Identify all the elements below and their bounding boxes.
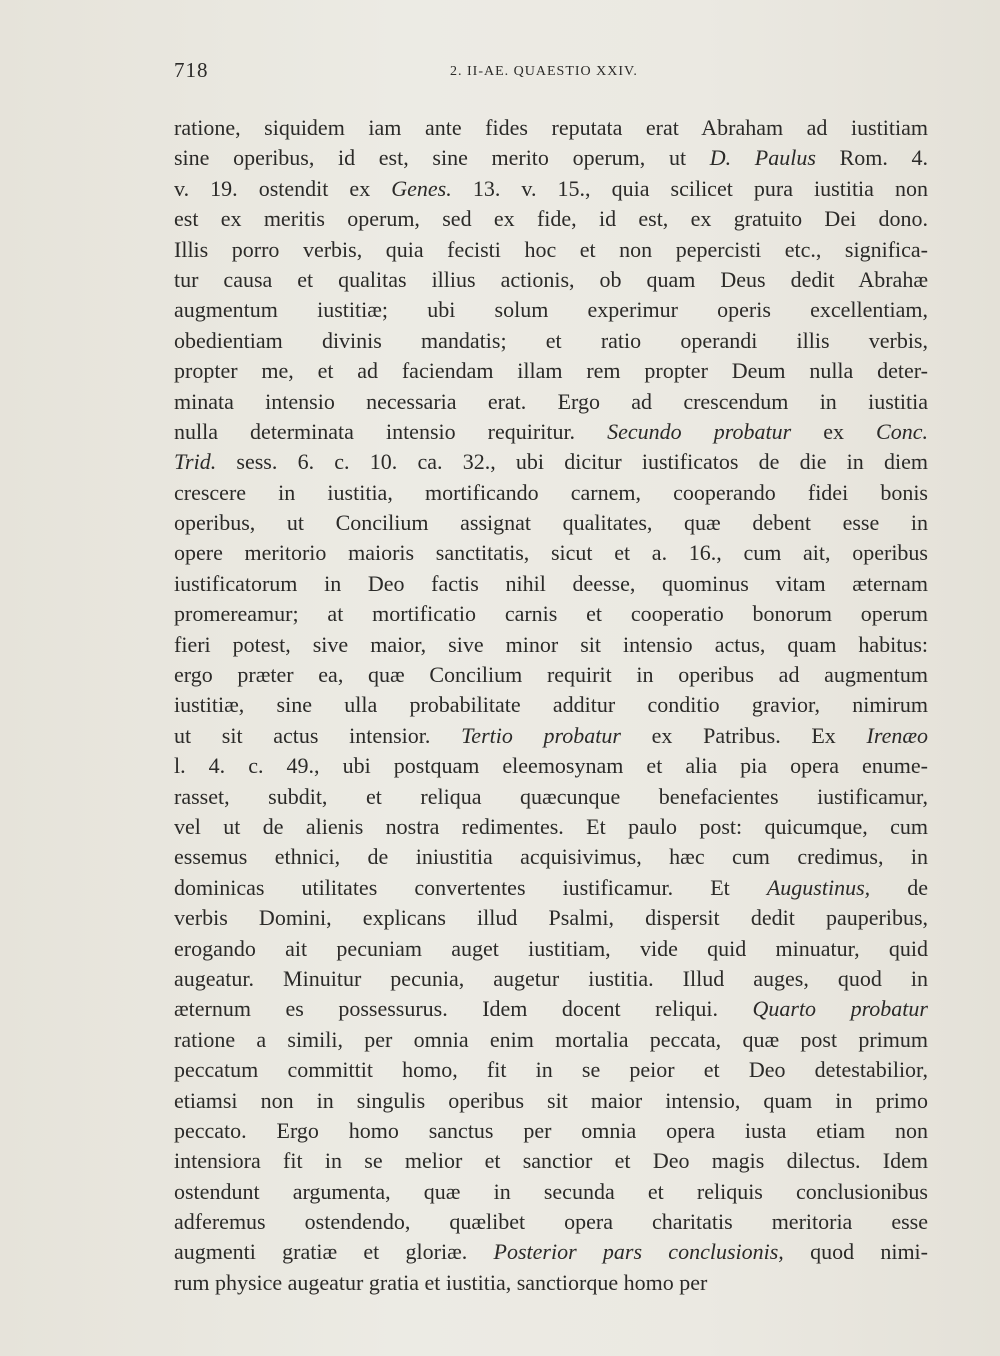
text-line: [174, 356, 928, 386]
italic-citation: Irenæo: [866, 722, 929, 748]
text-segment: v. 19. ostendit ex: [174, 175, 392, 201]
text-segment: opere meritorio maioris sanctitatis, sicut et a. 16., cum ait, operibus: [174, 540, 928, 566]
text-line: [174, 538, 928, 568]
text-line: [174, 143, 928, 173]
text-segment: rum physice augeatur gratia et iustitia, sanctiorque homo per: [174, 1269, 708, 1295]
text-segment: augmenti gratiæ et gloriæ.: [174, 1239, 494, 1265]
text-segment: operibus, ut Concilium assignat qualitates, quæ debent esse in: [174, 510, 928, 536]
text-line: [174, 690, 928, 720]
text-segment: crescere in iustitia, mortificando carnem, cooperando fidei bonis: [174, 479, 928, 505]
text-line: [174, 417, 928, 447]
text-segment: augeatur. Minuitur pecunia, augetur iustitia. Illud auges, quod in: [174, 965, 928, 991]
text-segment: peccato. Ergo homo sanctus per omnia opera iusta etiam non: [174, 1117, 928, 1143]
text-segment: est ex meritis operum, sed ex fide, id est, ex gratuito Dei dono.: [174, 206, 928, 232]
text-line: [174, 1025, 928, 1055]
text-line: [174, 569, 928, 599]
text-line: [174, 113, 928, 143]
text-segment: verbis Domini, explicans illud Psalmi, dispersit dedit pauperibus,: [174, 905, 928, 931]
text-line: [174, 1268, 928, 1298]
text-segment: rasset, subdit, et reliqua quæcunque benefacientes iustificamur,: [174, 783, 928, 809]
text-segment: ex Patribus. Ex: [620, 722, 867, 748]
text-line: [174, 508, 928, 538]
text-line: [174, 265, 928, 295]
text-segment: propter me, et ad faciendam illam rem propter Deum nulla deter-: [174, 358, 928, 384]
text-line: [174, 873, 928, 903]
text-line: [174, 1055, 928, 1085]
text-line: [174, 1207, 928, 1237]
text-line: [174, 204, 928, 234]
text-line: [174, 721, 928, 751]
italic-citation: Trid.: [174, 449, 217, 475]
text-segment: quod nimi-: [783, 1239, 928, 1265]
text-segment: ex: [791, 418, 877, 444]
text-line: [174, 447, 928, 477]
text-line: [174, 599, 928, 629]
text-segment: iustificatorum in Deo factis nihil deesse, quominus vitam æternam: [174, 570, 928, 596]
text-segment: etiamsi non in singulis operibus sit maior intensio, quam in primo: [174, 1087, 928, 1113]
text-segment: æternum es possessurus. Idem docent reliqui.: [174, 996, 753, 1022]
text-segment: intensiora fit in se melior et sanctior et Deo magis dilectus. Idem: [174, 1148, 928, 1174]
text-segment: nulla determinata intensio requiritur.: [174, 418, 608, 444]
text-segment: minata intensio necessaria erat. Ergo ad crescendum in iustitia: [174, 388, 928, 414]
text-segment: tur causa et qualitas illius actionis, ob quam Deus dedit Abrahæ: [174, 266, 928, 292]
italic-citation: Posterior pars conclusionis,: [493, 1239, 784, 1265]
text-segment: ergo præter ea, quæ Concilium requirit in operibus ad augmentum: [174, 662, 928, 688]
text-line: [174, 903, 928, 933]
text-line: [174, 326, 928, 356]
text-segment: Illis porro verbis, quia fecisti hoc et non pepercisti etc., significa-: [174, 236, 928, 262]
italic-citation: Genes.: [391, 175, 452, 201]
text-segment: iustitiæ, sine ulla probabilitate additur conditio gravior, nimirum: [174, 692, 928, 718]
text-line: [174, 964, 928, 994]
text-segment: erogando ait pecuniam auget iustitiam, vide quid minuatur, quid: [174, 935, 928, 961]
text-segment: ut sit actus intensior.: [174, 722, 462, 748]
italic-citation: D. Paulus: [709, 145, 816, 171]
page-number: 718: [174, 58, 209, 82]
text-line: [174, 295, 928, 325]
text-line: [174, 934, 928, 964]
text-segment: sine operibus, id est, sine merito operum, ut: [174, 145, 710, 171]
text-segment: vel ut de alienis nostra redimentes. Et paulo post: quicumque, cum: [174, 813, 928, 839]
text-line: [174, 630, 928, 660]
text-line: [174, 1237, 928, 1267]
running-title: 2. II-AE. QUAESTIO XXIV.: [450, 64, 638, 79]
text-segment: 13. v. 15., quia scilicet pura iustitia non: [451, 175, 929, 201]
text-segment: obedientiam divinis mandatis; et ratio operandi illis verbis,: [174, 327, 928, 353]
italic-citation: Augustinus,: [766, 874, 871, 900]
text-segment: augmentum iustitiæ; ubi solum experimur operis excellentiam,: [174, 297, 928, 323]
body-text: [174, 113, 928, 1298]
text-line: [174, 1177, 928, 1207]
page-header: [174, 58, 928, 90]
text-line: [174, 751, 928, 781]
text-line: [174, 1086, 928, 1116]
text-line: [174, 660, 928, 690]
text-segment: peccatum committit homo, fit in se peior et Deo detestabilior,: [174, 1057, 928, 1083]
text-line: [174, 812, 928, 842]
text-segment: dominicas utilitates convertentes iustificamur. Et: [174, 874, 767, 900]
text-segment: Rom. 4.: [815, 145, 929, 171]
text-line: [174, 842, 928, 872]
text-segment: promereamur; at mortificatio carnis et cooperatio bonorum operum: [174, 601, 928, 627]
italic-citation: Secundo probatur: [607, 418, 792, 444]
text-line: [174, 782, 928, 812]
text-segment: de: [870, 874, 928, 900]
text-line: [174, 174, 928, 204]
text-segment: fieri potest, sive maior, sive minor sit intensio actus, quam habitus:: [174, 631, 928, 657]
text-segment: ratione, siquidem iam ante fides reputata erat Abraham ad iustitiam: [174, 115, 928, 140]
text-segment: ostendunt argumenta, quæ in secunda et reliquis conclusionibus: [174, 1178, 928, 1204]
text-segment: adferemus ostendendo, quælibet opera charitatis meritoria esse: [174, 1209, 928, 1235]
text-segment: l. 4. c. 49., ubi postquam eleemosynam et alia pia opera enume-: [174, 753, 928, 779]
text-line: [174, 1146, 928, 1176]
text-segment: sess. 6. c. 10. ca. 32., ubi dicitur iustificatos de die in diem: [216, 449, 928, 475]
italic-citation: Quarto probatur: [752, 996, 928, 1022]
text-line: [174, 387, 928, 417]
text-line: [174, 994, 928, 1024]
text-segment: ratione a simili, per omnia enim mortalia peccata, quæ post primum: [174, 1026, 928, 1052]
italic-citation: Tertio probatur: [461, 722, 621, 748]
italic-citation: Conc.: [876, 418, 928, 444]
text-segment: essemus ethnici, de iniustitia acquisivimus, hæc cum credimus, in: [174, 844, 928, 870]
text-line: [174, 478, 928, 508]
text-line: [174, 1116, 928, 1146]
text-line: [174, 235, 928, 265]
